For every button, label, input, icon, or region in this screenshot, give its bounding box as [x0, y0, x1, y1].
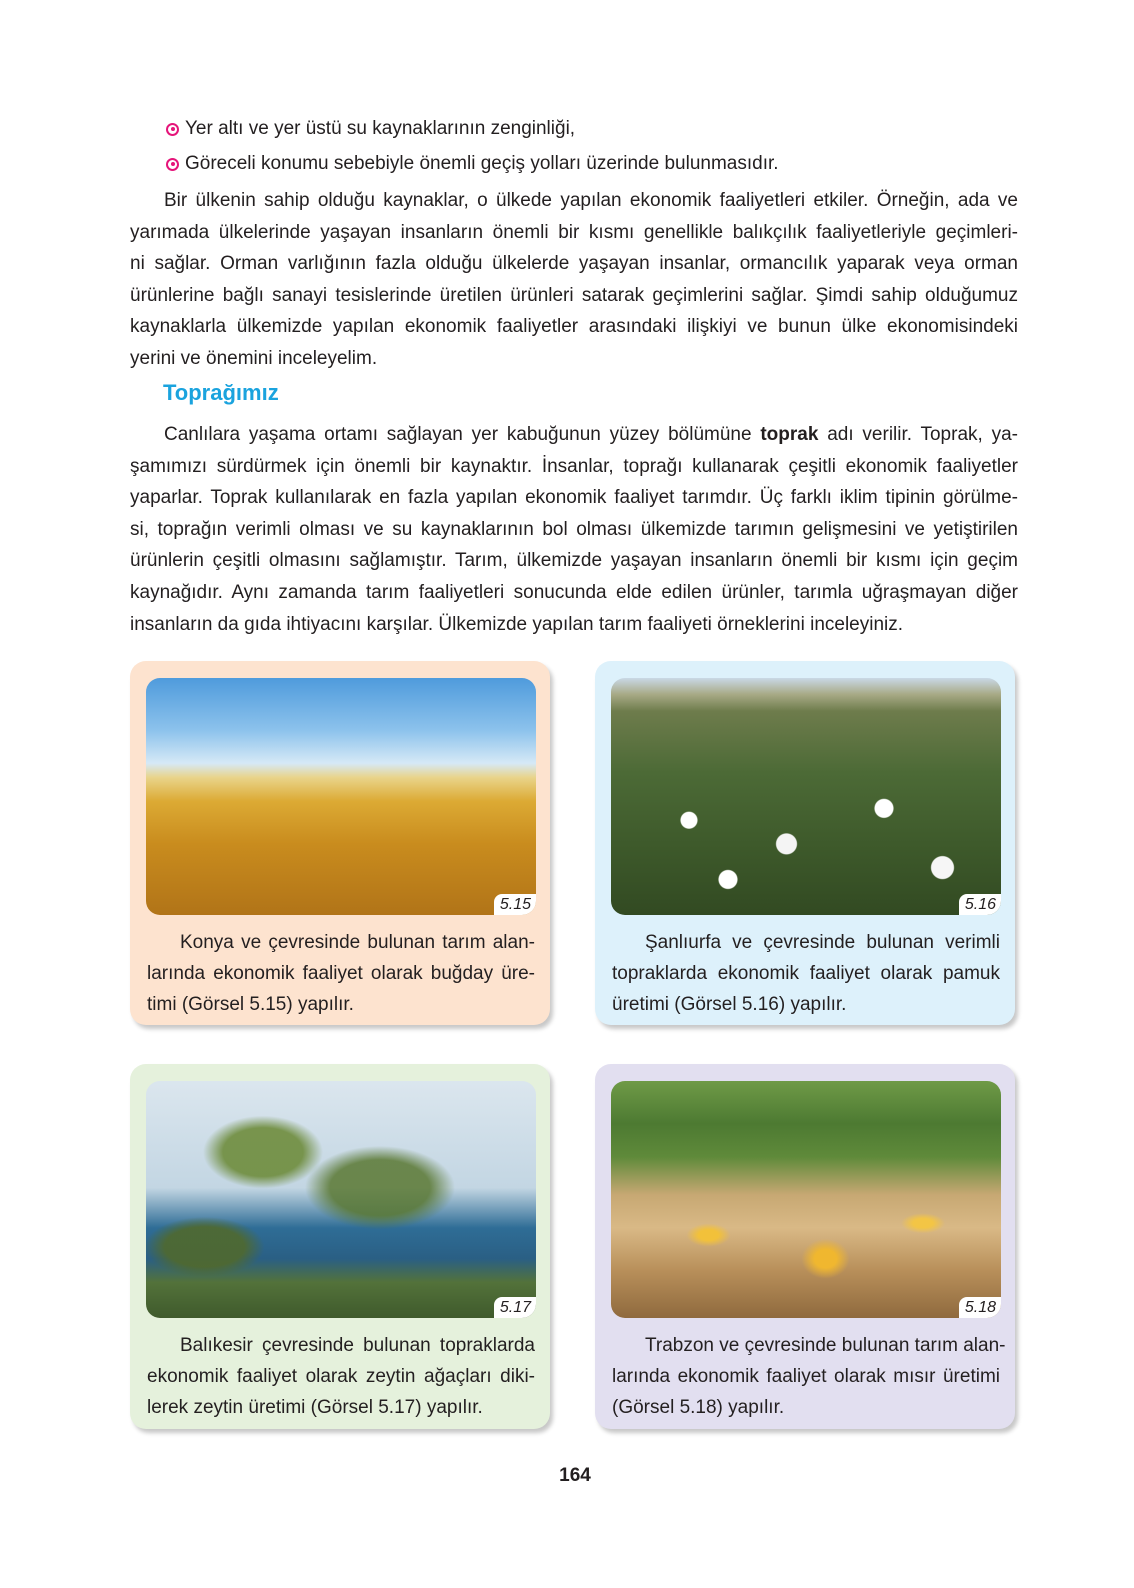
paragraph-line: ürünlerin çeşitli olmasını sağlamıştır. Tarım, ülkemizde yaşayan insanların önemli bir kısmı için geçim [130, 550, 1018, 572]
paragraph-line: yerini ve önemini inceleyelim. [130, 347, 378, 369]
paragraph-line: kaynağıdır. Aynı zamanda tarım faaliyetleri sonucunda elde edilen ürünler, tarımla uğraşmayan diğer [130, 581, 1018, 603]
figure-number: 5.15 [494, 894, 536, 915]
figure-caption [612, 927, 1000, 1020]
bullet-item [166, 151, 779, 177]
cotton-field-photo [611, 678, 1001, 915]
caption-line: Konya ve çevresinde bulunan tarım alan- [180, 932, 535, 953]
paragraph-line: ürünlerine bağlı sanayi tesislerinde üretilen ürünleri satarak geçimlerini sağlar. Şimdi sahip olduğumuz [130, 284, 1018, 306]
paragraph-line: yaparlar. Toprak kullanılarak en fazla yapılan ekonomik faaliyet tarımdır. Üç farklı iklim tipinin görülme- [130, 487, 1018, 509]
target-bullet-icon [166, 123, 179, 136]
paragraph-line: si, toprağın verimli olması ve su kaynaklarının bol olması ülkemizde tarımın gelişmesini ve yetiştirilen [130, 518, 1018, 540]
soil-paragraph [130, 419, 1018, 640]
paragraph-line: şamımızı sürdürmek için önemli bir kaynaktır. İnsanlar, toprağı kullanarak çeşitli ekonomik faaliyetler [130, 455, 1018, 477]
section-heading: Toprağımız [163, 380, 279, 405]
olive-tree-photo [146, 1081, 536, 1318]
paragraph-line: Bir ülkenin sahip olduğu kaynaklar, o ülkede yapılan ekonomik faaliyetleri etkiler. Örneğin, ada ve [164, 190, 1018, 211]
figure-card-cotton [595, 661, 1015, 1025]
bullet-text: Göreceli konumu sebebiyle önemli geçiş yolları üzerinde bulunmasıdır. [185, 153, 779, 174]
paragraph-line: ni sağlar. Orman varlığının fazla olduğu ülkelerde yaşayan insanlar, ormancılık yaparak veya orman [130, 253, 1018, 275]
figure-caption [612, 1330, 1006, 1423]
page-number: 164 [559, 1465, 591, 1486]
caption-line: Şanlıurfa ve çevresinde bulunan verimli [645, 932, 1000, 953]
figure-number: 5.16 [959, 894, 1001, 915]
target-bullet-icon [166, 158, 179, 171]
bullet-item [166, 116, 575, 142]
bold-term: toprak [760, 424, 819, 445]
caption-line: ekonomik faaliyet olarak zeytin ağaçları diki- [147, 1366, 535, 1387]
figure-card-olive [130, 1064, 550, 1429]
caption-line: larında ekonomik faaliyet olarak buğday üre- [147, 963, 535, 984]
caption-line: topraklarda ekonomik faaliyet olarak pamuk [612, 963, 1000, 984]
paragraph-line: kaynaklarla ülkemizde yapılan ekonomik faaliyetler arasındaki ilişkiyi ve bunun ülke ekonomisindeki [130, 316, 1018, 338]
intro-paragraph [130, 185, 1018, 375]
paragraph-line: yarımada ülkelerinde yaşayan insanların önemli bir kısmı genellikle balıkçılık faaliyetleriyle geçimleri- [130, 221, 1018, 243]
figure-caption [147, 1330, 535, 1423]
bullet-text: Yer altı ve yer üstü su kaynaklarının zenginliği, [185, 118, 576, 139]
figure-caption [147, 927, 535, 1020]
figure-card-corn [595, 1064, 1015, 1429]
caption-line: (Görsel 5.18) yapılır. [612, 1397, 785, 1418]
paragraph-line [130, 419, 1018, 451]
caption-line: Trabzon ve çevresinde bulunan tarım alan- [645, 1335, 1006, 1356]
figure-card-wheat [130, 661, 550, 1025]
caption-line: larında ekonomik faaliyet olarak mısır üretimi [612, 1366, 1000, 1387]
paragraph-line: insanların da gıda ihtiyacını karşılar. Ülkemizde yapılan tarım faaliyeti örneklerini inceleyiniz. [130, 613, 904, 635]
figure-number: 5.18 [959, 1297, 1001, 1318]
corn-field-photo [611, 1081, 1001, 1318]
caption-line: timi (Görsel 5.15) yapılır. [147, 994, 354, 1015]
wheat-field-photo [146, 678, 536, 915]
text-run: Canlılara yaşama ortamı sağlayan yer kabuğunun yüzey bölümüne [164, 424, 761, 445]
caption-line: lerek zeytin üretimi (Görsel 5.17) yapılır. [147, 1397, 483, 1418]
text-run: adı verilir. Toprak, ya- [818, 424, 1018, 445]
figure-number: 5.17 [494, 1297, 536, 1318]
caption-line: üretimi (Görsel 5.16) yapılır. [612, 994, 847, 1015]
caption-line: Balıkesir çevresinde bulunan topraklarda [180, 1335, 535, 1356]
